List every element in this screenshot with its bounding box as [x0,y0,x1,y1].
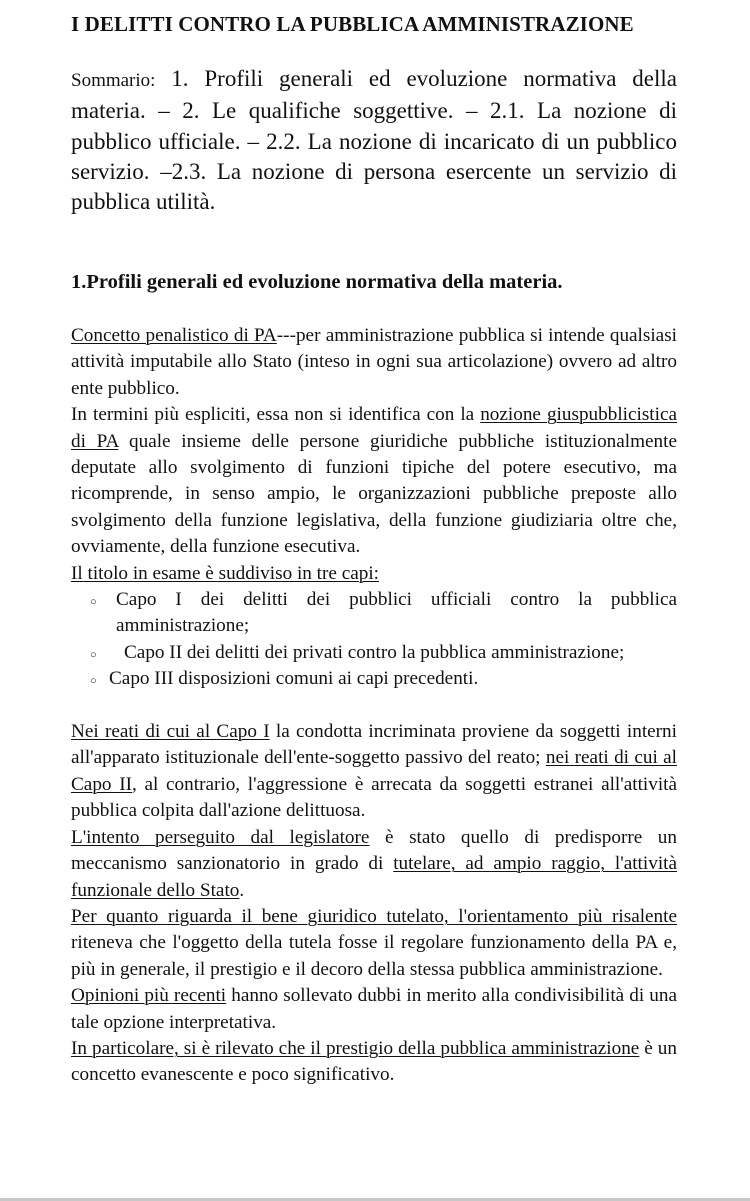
bullet-icon: ○ [90,648,97,661]
paragraph-definition [71,402,677,560]
paragraph-text: è un concetto evanescente e poco significativo. [71,1037,677,1086]
list-item-text: Capo III disposizioni comuni ai capi precedenti. [109,668,479,690]
paragraph-text: , al contrario, l'aggressione è arrecata da soggetti estranei all'attività pubblica colpita dall'azione delittuosa. [71,773,677,822]
paragraph-text: la condotta incriminata proviene da soggetti interni all'apparato istituzionale dell'ente-soggetto passivo del reato; [71,721,677,769]
list-item [71,587,677,640]
underlined-term: In particolare, si è rilevato che il prestigio della pubblica amministrazione [71,1037,640,1059]
document-title: I DELITTI CONTRO LA PUBBLICA AMMINISTRAZIONE [71,12,634,36]
paragraph-text: In termini più espliciti, essa non si identifica con la [71,404,481,426]
section-heading: 1.Profili generali ed evoluzione normativa della materia. [71,271,563,293]
paragraph-concept [71,323,677,402]
paragraph-title-division [71,561,677,587]
paragraph-text: è stato quello di predisporre un meccanismo sanzionatorio in grado di [71,826,677,875]
underlined-term: Il titolo in esame è suddiviso in tre capi: [71,562,380,584]
list-item-text: Capo I dei delitti dei pubblici ufficiali contro la pubblica amministrazione; [116,589,677,637]
underlined-term: nei reati di cui al Capo II [71,747,677,795]
paragraph-opinioni [71,983,677,1036]
underlined-term: L'intento perseguito dal legislatore [71,826,370,848]
list-item-text: Capo II dei delitti dei privati contro la pubblica amministrazione; [124,641,625,663]
list-item [71,666,677,692]
list-item [71,640,677,666]
underlined-term: nozione giuspubblicistica di PA [71,404,677,452]
paragraph-text: ---per amministrazione pubblica si intende qualsiasi attività imputabile allo Stato (inteso in ogni sua articolazione) ovvero ad altro ente pubblico. [71,325,677,399]
paragraph-capo [71,719,677,825]
paragraph-text: riteneva che l'oggetto della tutela fosse il regolare funzionamento della PA e, più in generale, il prestigio e il decoro della stessa pubblica amministrazione. [71,932,677,980]
bullet-icon: ○ [90,675,97,688]
document-body [71,323,677,1089]
underlined-term: Opinioni più recenti [71,985,227,1007]
spacer [71,693,677,719]
underlined-term: tutelare, ad ampio raggio, l'attività funzionale dello Stato [71,853,677,901]
paragraph-intent [71,825,677,904]
paragraph-bene-giuridico [71,904,677,983]
summary-text: 1. Profili generali ed evoluzione normativa della materia. – 2. Le qualifiche soggettive. – 2.1. La nozione di pubblico ufficiale. – 2.2. La nozione di incaricato di un pubblico servizio. –2.3. La nozione di persona esercente un servizio di pubblica utilità. [71,66,677,215]
paragraph-text: quale insieme delle persone giuridiche pubbliche istituzionalmente deputate allo svolgimento di funzioni tipiche del potere esecutivo, ma ricomprende, in senso ampio, le organizzazioni pubbliche preposte allo svolgimento della funzione legislativa, della funzione giudiziaria oltre che, ovviamente, della funzione esecutiva. [71,430,677,558]
underlined-term: Nei reati di cui al Capo I [71,721,270,743]
paragraph-text: . [239,879,245,901]
caps-list [71,587,677,693]
underlined-term: Concetto penalistico di PA [71,325,277,346]
underlined-term: Per quanto riguarda il bene giuridico tutelato, l'orientamento più risalente [71,905,677,927]
paragraph-text: hanno sollevato dubbi in merito alla condivisibilità di una tale opzione interpretativa. [71,985,677,1033]
summary-label: Sommario: [71,70,156,91]
paragraph-prestigio [71,1036,677,1089]
summary [71,64,677,217]
bullet-icon: ○ [90,596,97,609]
